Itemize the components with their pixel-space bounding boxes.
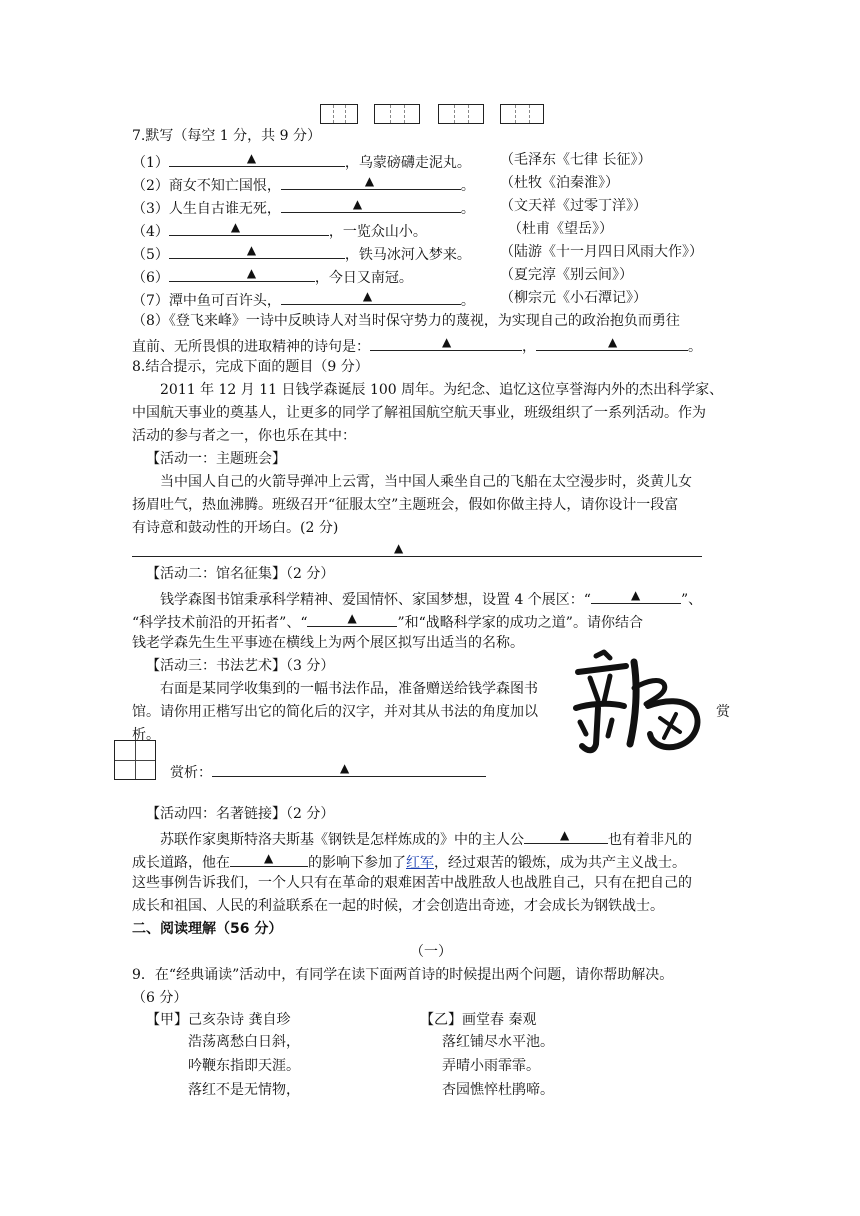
answer-blank[interactable] [524,827,608,844]
q7-item-2: （2）商女不知亡国恨， ▲ 。 [132,174,475,194]
poem-b-line: 落红铺尽水平池。 [442,1034,554,1050]
activity-4-line1: 苏联作家奥斯特洛夫斯基《钢铁是怎样炼成的》中的主人公 ▲ 也有着非凡的 [160,828,692,848]
activity-1-title: 【活动一：主题班会】 [146,451,286,467]
triangle-marker: ▲ [246,266,257,280]
triangle-marker: ▲ [394,541,404,555]
q7-source-1: （毛泽东《七律 长征》） [500,152,652,168]
triangle-marker: ▲ [442,335,452,349]
triangle-marker: ▲ [364,174,375,188]
q7-source-2: （杜牧《泊秦淮》） [500,175,619,191]
q9-line2: （6 分） [132,990,188,1006]
activity-4-line2: 成长道路，他在 ▲ 的影响下参加了红军，经过艰苦的锻炼，成为共产主义战士。 [132,851,686,871]
poem-a-title: 【甲】己亥杂诗 龚自珍 [146,1012,291,1028]
red-army-link[interactable]: 红军 [406,855,434,871]
poem-b-line: 杏园憔悴杜鹃啼。 [442,1082,554,1098]
activity-3-line2: 馆。请你用正楷写出它的简化后的汉字，并对其从书法的角度加以 [132,704,538,720]
q7-source-5: （陆游《十一月四日风雨大作》） [500,244,703,260]
activity-2-line1: 钱学森图书馆秉承科学精神、爱国情怀、家国梦想，设置 4 个展区：“ ▲ ”、 [160,588,703,608]
q7-item-8-line1: （8）《登飞来峰》一诗中反映诗人对当时保守势力的蔑视，为实现自己的政治抱负而勇往 [132,313,680,329]
triangle-marker: ▲ [340,761,350,775]
poem-a-line: 浩荡离愁白日斜， [188,1034,300,1050]
answer-blank[interactable] [536,334,688,351]
poem-a-line: 落红不是无情物， [188,1082,300,1098]
activity-3-line1: 右面是某同学收集到的一幅书法作品，准备赠送给钱学森图书 [160,681,538,697]
writing-box [500,104,544,124]
q7-source-4: （杜甫《望岳》） [508,221,613,237]
activity-3-title: 【活动三：书法艺术】（3 分） [146,658,335,674]
triangle-marker: ▲ [362,289,373,303]
q7-item-8-line2: 直前、无所畏惧的进取精神的诗句是： ▲ ， ▲ 。 [132,335,702,355]
answer-blank[interactable] [230,850,308,867]
q9-line1: 9．在“经典诵读”活动中，有同学在读下面两首诗的时候提出两个问题，请你帮助解决。 [132,967,674,983]
activity-2-line2: “科学技术前沿的开拓者”、“ ▲ ”和“战略科学家的成功之道”。请你结合 [132,611,643,631]
activity-2-title: 【活动二：馆名征集】（2 分） [146,566,335,582]
q7-item-7: （7）潭中鱼可百许头， ▲ 。 [132,289,475,309]
activity-4-line3: 这些事例告诉我们，一个人只有在革命的艰难困苦中战胜敌人也战胜自己，只有在把自己的 [132,875,692,891]
q8-title: 8.结合提示，完成下面的题目（9 分） [132,359,369,375]
answer-blank[interactable] [169,242,345,259]
triangle-marker: ▲ [230,220,241,234]
answer-blank[interactable] [132,540,702,557]
activity-3-line2-end: 赏 [716,704,730,720]
triangle-marker: ▲ [560,828,570,842]
q7-item-4: （4） ▲ ，一览众山小。 [132,220,427,240]
q7-title: 7.默写（每空 1 分，共 9 分） [132,128,321,144]
answer-blank[interactable] [169,265,315,282]
activity-3-line3: 析。 [132,727,160,743]
triangle-marker: ▲ [246,243,257,257]
answer-blank[interactable] [169,150,345,167]
answer-blank[interactable] [212,760,486,777]
answer-blank[interactable] [281,288,461,305]
writing-box [374,104,420,124]
activity-1-text: 当中国人自己的火箭导弹冲上云霄，当中国人乘坐自己的飞船在太空漫步时，炎黄儿女 [160,474,692,490]
section-2-title: 二、阅读理解（56 分） [132,921,283,937]
activity-1-text: 扬眉吐气，热血沸腾。班级召开“征服太空”主题班会，假如你做主持人，请你设计一段富 [132,497,679,513]
calligraphy-artwork [568,648,708,758]
character-grid-box[interactable] [114,740,156,780]
answer-blank[interactable] [591,587,681,604]
q7-item-3: （3）人生自古谁无死， ▲ 。 [132,197,475,217]
part-1-label: （一） [410,944,452,960]
poem-a-line: 吟鞭东指即天涯。 [188,1058,300,1074]
poem-b-line: 弄晴小雨霏霏。 [442,1058,540,1074]
triangle-marker: ▲ [246,151,257,165]
triangle-marker: ▲ [608,335,618,349]
answer-blank[interactable] [281,173,461,190]
writing-box [320,104,358,124]
q7-item-6: （6） ▲ ，今日又南冠。 [132,266,413,286]
activity-1-answer-line [132,540,702,563]
triangle-marker: ▲ [630,588,641,602]
answer-blank[interactable] [307,610,397,627]
activity-2-line3: 钱老学森先生生平事迹在横线上为两个展区拟写出适当的名称。 [132,635,524,651]
q8-intro-line: 活动的参与者之一，你也乐在其中： [132,428,356,444]
poem-b-title: 【乙】画堂春 秦观 [420,1012,537,1028]
triangle-marker: ▲ [264,851,274,865]
q7-source-3: （文天祥《过零丁洋》） [500,198,647,214]
activity-4-line4: 成长和祖国、人民的利益联系在一起的时候，才会创造出奇迹，才会成长为钢铁战士。 [132,898,664,914]
q7-item-1: （1） ▲ ，乌蒙磅礴走泥丸。 [132,151,471,171]
triangle-marker: ▲ [347,611,357,625]
q7-source-7: （柳宗元《小石潭记》） [500,290,647,306]
triangle-marker: ▲ [352,197,363,211]
writing-box [438,104,484,124]
q7-item-5: （5） ▲ ，铁马冰河入梦来。 [132,243,471,263]
answer-blank[interactable] [169,219,329,236]
q8-intro-line: 2011 年 12 月 11 日钱学森诞辰 100 周年。为纪念、追忆这位享誉海内外的杰出科学家、 [160,382,724,398]
activity-4-title: 【活动四：名著链接】（2 分） [146,806,335,822]
q7-source-6: （夏完淳《别云间》） [500,267,633,283]
activity-1-text: 有诗意和鼓动性的开场白。(2 分) [132,520,339,536]
appreciation-line: 赏析： ▲ [170,760,486,783]
answer-blank[interactable] [370,334,522,351]
q8-intro-line: 中国航天事业的奠基人，让更多的同学了解祖国航空航天事业，班级组织了一系列活动。作为 [132,405,706,421]
answer-blank[interactable] [281,196,461,213]
